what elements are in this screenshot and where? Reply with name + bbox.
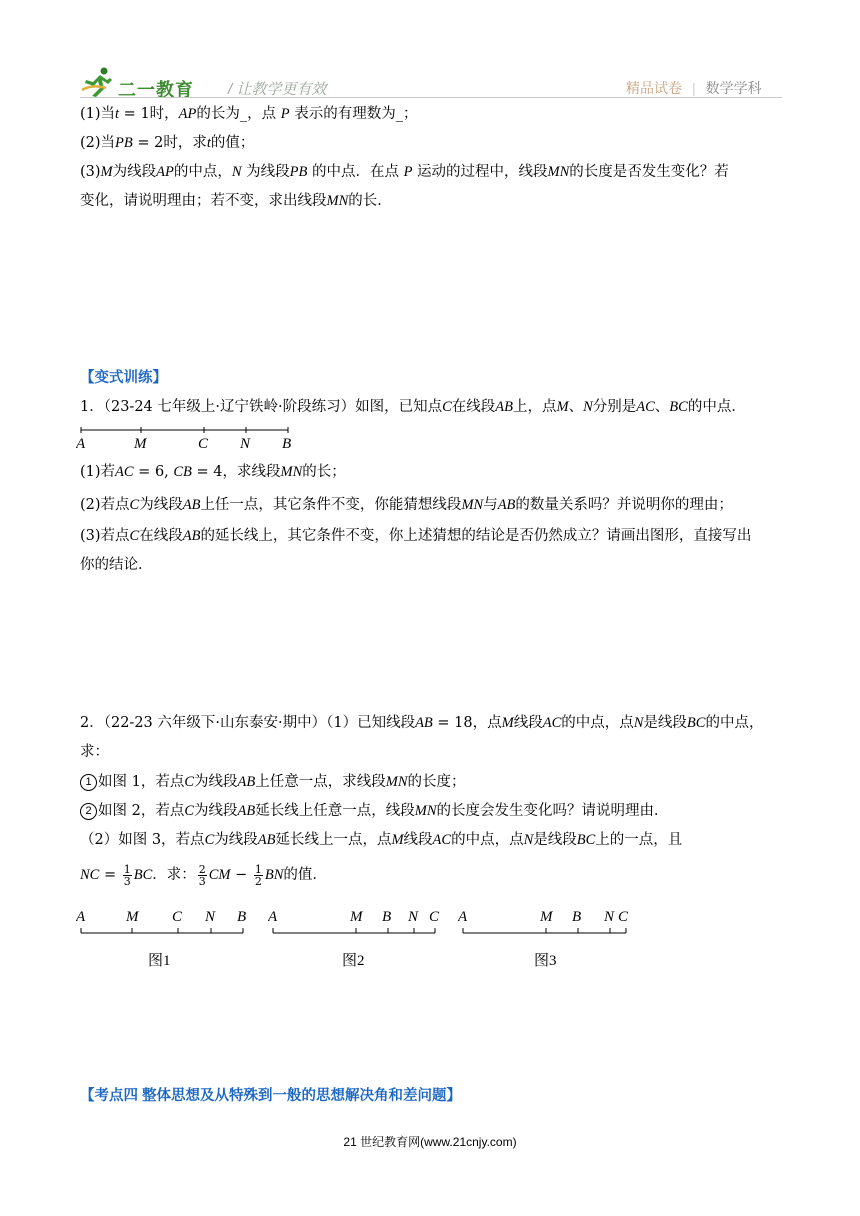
section-4-title: 【考点四 整体思想及从特殊到一般的思想解决角和差问题】 (80, 1088, 462, 1104)
fraction-two-thirds: $\frac{2}{3}$ (198, 862, 206, 888)
fig1-caption: 图1 (148, 953, 171, 969)
figure-3 (458, 905, 638, 977)
fig3-label-n: N (604, 909, 615, 925)
variant-title: 【变式训练】 (80, 370, 167, 386)
fig2-caption: 图2 (342, 953, 365, 969)
question-3-cont: 变化，请说明理由；若不变，求出线段MN的长． (80, 193, 392, 209)
fig1-label-c: C (172, 909, 183, 925)
fig2-label-m: M (350, 909, 363, 925)
fig1-label-b: B (237, 909, 247, 925)
header-slogan: / 让教学更有效 (228, 81, 327, 98)
problem-2-part-2: （2）如图 3，若点C为线段AB延长线上一点，点M线段AC的中点，点N是线段BC上的一点，且 (80, 832, 683, 848)
figure-2 (268, 905, 448, 977)
fig1-label-a: A (76, 909, 86, 925)
problem-2-case-1: 1 如图 1，若点C为线段AB上任意一点，求线段MN的长度； (80, 772, 465, 792)
fig3-label-b: B (572, 909, 582, 925)
fraction-one-third: $\frac{1}{3}$ (123, 862, 131, 888)
problem-1-q2: (2)若点C为线段AB上任一点，其它条件不变，你能猜想线段MN与AB的数量关系吗？并说明你的理由； (80, 497, 733, 513)
header-tag-subject: 数学学科 (705, 80, 762, 96)
label-b: B (282, 436, 292, 452)
fig3-label-a: A (458, 909, 468, 925)
runner-logo-icon (80, 66, 116, 98)
header-tag-paper: 精品试卷 (626, 80, 682, 96)
fig3-label-m: M (540, 909, 553, 925)
circled-number-1: 1 (80, 774, 97, 791)
label-a: A (76, 436, 86, 452)
problem-2-case-2: 2 如图 2，若点C为线段AB延长线上任意一点，线段MN的长度会发生变化吗？请说明理由． (80, 801, 668, 821)
logo-text: 二一教育 (118, 80, 194, 100)
problem-1-q3: (3)若点C在线段AB的延长线上，其它条件不变，你上述猜想的结论是否仍然成立？请画出图形，直接写出 (80, 528, 752, 544)
fig1-label-n: N (205, 909, 216, 925)
problem-1-figure (76, 424, 306, 452)
problem-2-part-2-cont: NC = $\frac{1}{3}$ BC．求： $\frac{2}{3}$ CM − $\frac{1}{2}$ BN的值． (80, 862, 327, 888)
problem-2-intro-cont: 求： (80, 744, 109, 760)
question-3: (3)M为线段AP的中点，N 为线段PB 的中点．在点 P 运动的过程中，线段MN的长度是否发生变化？若 (80, 164, 729, 180)
figure-1 (76, 905, 256, 977)
fraction-one-half: $\frac{1}{2}$ (254, 862, 262, 888)
fig2-label-b: B (382, 909, 392, 925)
fig2-label-c: C (429, 909, 440, 925)
fig3-caption: 图3 (534, 953, 557, 969)
problem-1-q3-cont: 你的结论． (80, 557, 153, 573)
label-c: C (198, 436, 209, 452)
question-1: (1)当t = 1时，AP的长为_，点 P 表示的有理数为_； (80, 106, 418, 122)
label-m: M (134, 436, 147, 452)
fig1-label-m: M (126, 909, 139, 925)
header-separator: | (692, 80, 696, 96)
page-footer: 21 世纪教育网(www.21cnjy.com) (343, 1135, 517, 1149)
problem-1-q1: (1)若AC = 6, CB = 4，求线段MN的长； (80, 464, 346, 480)
header-right (626, 78, 762, 98)
fig2-label-n: N (408, 909, 419, 925)
header-rule (80, 97, 782, 98)
fig2-label-a: A (268, 909, 278, 925)
problem-2-intro: 2．（22-23 六年级下·山东泰安·期中）（1）已知线段AB = 18，点M线段AC的中点，点N是线段BC的中点， (80, 715, 764, 731)
question-2: (2)当PB = 2时，求t的值； (80, 135, 255, 151)
label-n: N (240, 436, 251, 452)
circled-number-2: 2 (80, 803, 97, 820)
problem-1-intro: 1．（23-24 七年级上·辽宁铁岭·阶段练习）如图，已知点C在线段AB上，点M、N分别是AC、BC的中点． (80, 399, 746, 415)
fig3-label-c: C (618, 909, 629, 925)
